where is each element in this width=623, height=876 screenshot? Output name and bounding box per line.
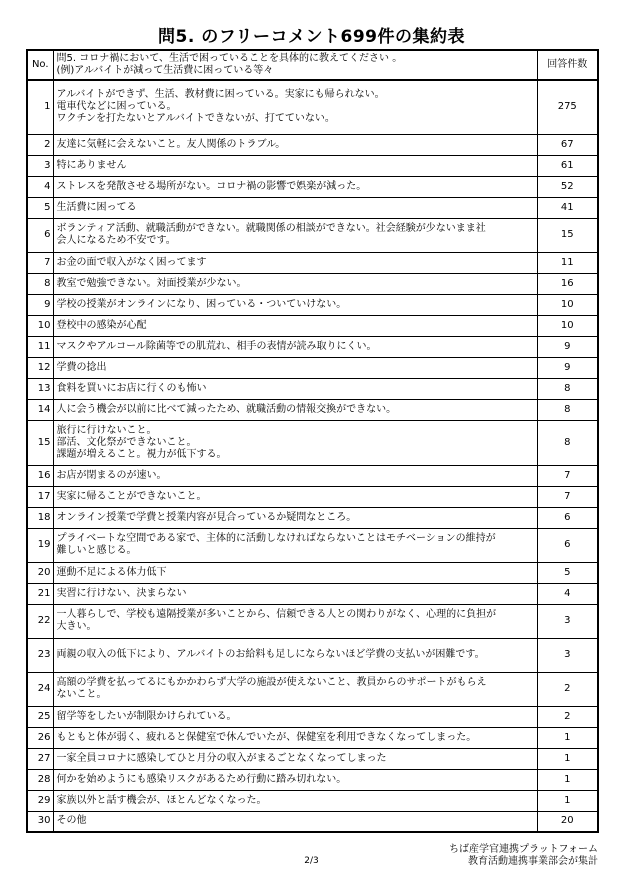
header-count: 回答件数 <box>537 50 598 80</box>
row-number: 28 <box>27 769 53 790</box>
row-number: 26 <box>27 727 53 748</box>
row-number: 19 <box>27 528 53 562</box>
row-comment: 特にありません <box>53 155 537 176</box>
page-number: 2/3 <box>304 856 319 866</box>
row-comment: 家族以外と話す機会が、ほとんどなくなった。 <box>53 790 537 811</box>
row-count: 7 <box>537 486 598 507</box>
row-comment: 両親の収入の低下により、アルバイトのお給料も足しにならないほど学費の支払いが困難です。 <box>53 638 537 672</box>
table-row <box>27 252 598 273</box>
row-comment: オンライン授業で学費と授業内容が見合っているか疑問なところ。 <box>53 507 537 528</box>
row-count: 61 <box>537 155 598 176</box>
row-number: 3 <box>27 155 53 176</box>
row-number: 7 <box>27 252 53 273</box>
page-title: 問5. のフリーコメント699件の集約表 <box>157 27 465 47</box>
row-comment: 学校の授業がオンラインになり、困っている・ついていけない。 <box>53 294 537 315</box>
table-row <box>27 811 598 832</box>
row-count: 11 <box>537 252 598 273</box>
row-comment: お店が閉まるのが速い。 <box>53 465 537 486</box>
table-row <box>27 769 598 790</box>
row-count: 3 <box>537 638 598 672</box>
row-number: 5 <box>27 197 53 218</box>
row-comment: ストレスを発散させる場所がない。コロナ禍の影響で娯楽が減った。 <box>53 176 537 197</box>
row-comment: 一家全員コロナに感染してひと月分の収入がまるごとなくなってしまった <box>53 748 537 769</box>
row-number: 6 <box>27 218 53 252</box>
row-comment: 生活費に困ってる <box>53 197 537 218</box>
row-count: 8 <box>537 378 598 399</box>
row-number: 25 <box>27 706 53 727</box>
header-no: No. <box>27 50 53 80</box>
row-count: 275 <box>537 80 598 134</box>
table-row <box>27 336 598 357</box>
row-number: 17 <box>27 486 53 507</box>
row-count: 20 <box>537 811 598 832</box>
row-count: 52 <box>537 176 598 197</box>
table-row <box>27 420 598 465</box>
table-row <box>27 748 598 769</box>
row-comment: 高額の学費を払ってるにもかかわらず大学の施設が使えないこと、教員からのサポートがもらえ ないこと。 <box>53 672 537 706</box>
table-row <box>27 727 598 748</box>
row-comment: 運動不足による体力低下 <box>53 562 537 583</box>
table-row <box>27 706 598 727</box>
table-row <box>27 197 598 218</box>
table-row <box>27 155 598 176</box>
table-row <box>27 604 598 638</box>
row-count: 6 <box>537 507 598 528</box>
row-count: 5 <box>537 562 598 583</box>
row-count: 4 <box>537 583 598 604</box>
row-number: 2 <box>27 134 53 155</box>
row-number: 4 <box>27 176 53 197</box>
row-number: 24 <box>27 672 53 706</box>
row-count: 2 <box>537 706 598 727</box>
row-comment: プライベートな空間である家で、主体的に活動しなければならないことはモチベーションの維持が 難しいと感じる。 <box>53 528 537 562</box>
row-count: 67 <box>537 134 598 155</box>
row-number: 18 <box>27 507 53 528</box>
row-number: 29 <box>27 790 53 811</box>
row-number: 21 <box>27 583 53 604</box>
row-comment: ボランティア活動、就職活動ができない。就職関係の相談ができない。社会経験が少ないまま社 会人になるため不安です。 <box>53 218 537 252</box>
row-comment: お金の面で収入がなく困ってます <box>53 252 537 273</box>
table-row <box>27 528 598 562</box>
table-row <box>27 465 598 486</box>
row-number: 30 <box>27 811 53 832</box>
row-comment: 旅行に行けないこと。 部活、文化祭ができないこと。 課題が増えること。視力が低下する。 <box>53 420 537 465</box>
row-count: 6 <box>537 528 598 562</box>
row-count: 10 <box>537 294 598 315</box>
header-question: 問5. コロナ禍において、生活で困っていることを具体的に教えてください 。 (例)アルバイトが減って生活費に困っている等々 <box>53 50 537 80</box>
table-row <box>27 315 598 336</box>
table-row <box>27 486 598 507</box>
row-comment: 登校中の感染が心配 <box>53 315 537 336</box>
table-row <box>27 507 598 528</box>
footer-org-line2: 教育活動連携事業部会が集計 <box>468 856 598 867</box>
table-row <box>27 176 598 197</box>
row-count: 9 <box>537 357 598 378</box>
row-number: 9 <box>27 294 53 315</box>
row-count: 1 <box>537 748 598 769</box>
row-number: 11 <box>27 336 53 357</box>
row-number: 20 <box>27 562 53 583</box>
row-comment: 一人暮らしで、学校も遠隔授業が多いことから、信頼できる人との関わりがなく、心理的に負担が 大きい。 <box>53 604 537 638</box>
table-row <box>27 357 598 378</box>
row-count: 1 <box>537 790 598 811</box>
header-row <box>27 50 598 80</box>
table-row <box>27 583 598 604</box>
row-number: 23 <box>27 638 53 672</box>
row-comment: 食料を買いにお店に行くのも怖い <box>53 378 537 399</box>
row-comment: マスクやアルコール除菌等での肌荒れ、相手の表情が読み取りにくい。 <box>53 336 537 357</box>
row-number: 1 <box>27 80 53 134</box>
row-count: 8 <box>537 420 598 465</box>
table-row <box>27 134 598 155</box>
footer-org-line1: ちば産学官連携プラットフォーム <box>449 844 598 855</box>
row-number: 13 <box>27 378 53 399</box>
row-comment: 教室で勉強できない。対面授業が少ない。 <box>53 273 537 294</box>
row-comment: 何かを始めようにも感染リスクがあるため行動に踏み切れない。 <box>53 769 537 790</box>
row-number: 14 <box>27 399 53 420</box>
row-comment: 実習に行けない、決まらない <box>53 583 537 604</box>
row-count: 1 <box>537 769 598 790</box>
row-number: 12 <box>27 357 53 378</box>
table-row <box>27 218 598 252</box>
row-number: 15 <box>27 420 53 465</box>
row-comment: 人に会う機会が以前に比べて減ったため、就職活動の情報交換ができない。 <box>53 399 537 420</box>
table-row <box>27 562 598 583</box>
row-count: 10 <box>537 315 598 336</box>
row-comment: 友達に気軽に会えないこと。友人関係のトラブル。 <box>53 134 537 155</box>
table-row <box>27 294 598 315</box>
row-comment: もともと体が弱く、疲れると保健室で休んでいたが、保健室を利用できなくなってしまった。 <box>53 727 537 748</box>
row-count: 3 <box>537 604 598 638</box>
row-comment: アルバイトができず、生活、教材費に困っている。実家にも帰られない。 電車代などに困っている。 ワクチンを打たないとアルバイトできないが、打てていない。 <box>53 80 537 134</box>
row-count: 15 <box>537 218 598 252</box>
table-row <box>27 399 598 420</box>
row-count: 41 <box>537 197 598 218</box>
row-count: 7 <box>537 465 598 486</box>
row-comment: 留学等をしたいが制限かけられている。 <box>53 706 537 727</box>
table-row <box>27 790 598 811</box>
table-row <box>27 273 598 294</box>
row-comment: その他 <box>53 811 537 832</box>
row-number: 22 <box>27 604 53 638</box>
row-number: 10 <box>27 315 53 336</box>
table-row <box>27 672 598 706</box>
row-number: 8 <box>27 273 53 294</box>
table-body <box>27 50 598 832</box>
row-count: 16 <box>537 273 598 294</box>
row-count: 9 <box>537 336 598 357</box>
row-count: 1 <box>537 727 598 748</box>
table-row <box>27 638 598 672</box>
table-row <box>27 80 598 134</box>
row-number: 16 <box>27 465 53 486</box>
row-comment: 学費の捻出 <box>53 357 537 378</box>
row-count: 8 <box>537 399 598 420</box>
table-row <box>27 378 598 399</box>
row-comment: 実家に帰ることができないこと。 <box>53 486 537 507</box>
summary-table <box>26 49 599 833</box>
row-count: 2 <box>537 672 598 706</box>
row-number: 27 <box>27 748 53 769</box>
